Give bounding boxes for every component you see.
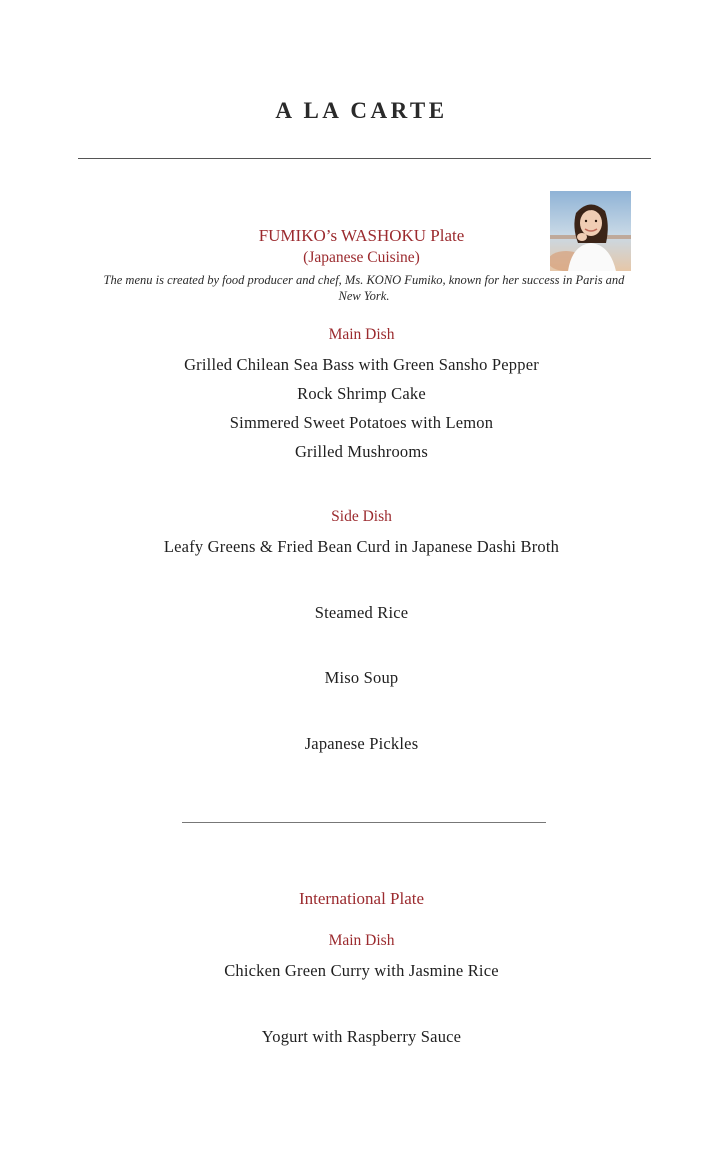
menu-item: Simmered Sweet Potatoes with Lemon xyxy=(229,413,494,432)
menu-item: Grilled Chilean Sea Bass with Green Sansho Pepper xyxy=(184,355,539,374)
international-main-dish-label: Main Dish xyxy=(328,932,395,949)
menu-item: Yogurt with Raspberry Sauce xyxy=(261,1027,462,1046)
page-title: A LA CARTE xyxy=(275,98,448,123)
menu-item: Steamed Rice xyxy=(314,603,409,622)
washoku-plate-title: FUMIKO’s WASHOKU Plate xyxy=(258,226,465,245)
menu-item: Rock Shrimp Cake xyxy=(297,384,426,403)
section-divider xyxy=(182,822,546,823)
menu-item: Chicken Green Curry with Jasmine Rice xyxy=(224,961,499,980)
menu-item: Miso Soup xyxy=(324,668,399,687)
menu-item: Japanese Pickles xyxy=(304,734,419,753)
washoku-side-dish-label: Side Dish xyxy=(331,508,392,525)
international-plate-title: International Plate xyxy=(298,889,425,908)
chef-note: The menu is created by food producer and chef, Ms. KONO Fumiko, known for her success in Paris and New York. xyxy=(103,273,625,303)
menu-item: Leafy Greens & Fried Bean Curd in Japanese Dashi Broth xyxy=(163,537,560,556)
washoku-main-dish-label: Main Dish xyxy=(328,326,395,343)
washoku-plate-subtitle: (Japanese Cuisine) xyxy=(303,249,420,266)
menu-item: Grilled Mushrooms xyxy=(294,442,429,461)
top-divider xyxy=(78,158,651,159)
